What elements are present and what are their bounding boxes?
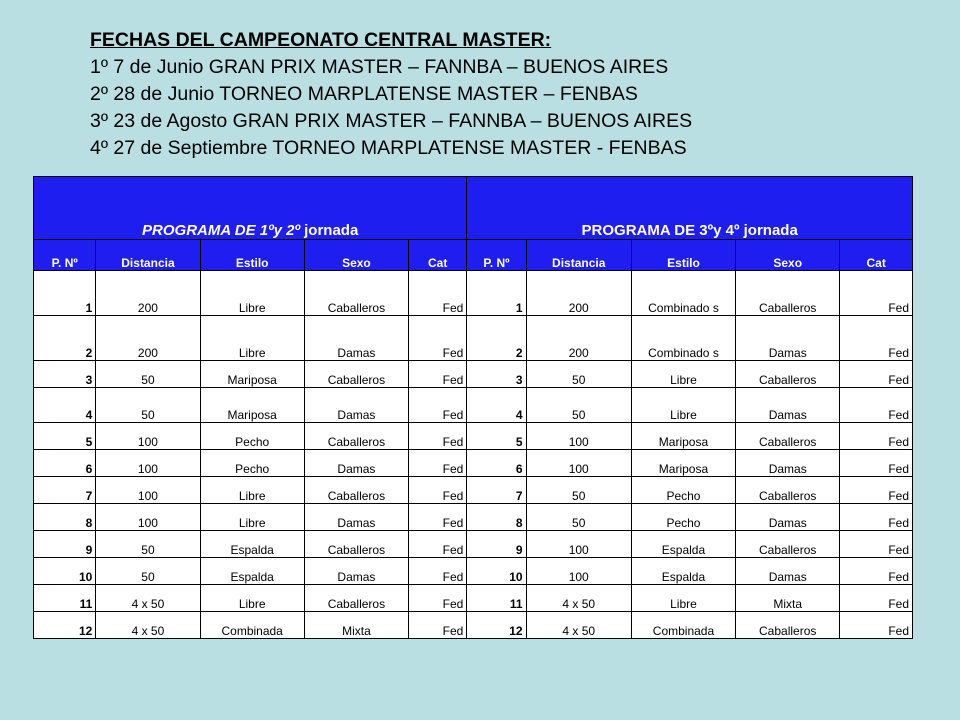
championship-dates-heading xyxy=(90,27,692,162)
cell-pn-right: 6 xyxy=(467,450,526,477)
cell-cat-right: Fed xyxy=(840,504,913,531)
cell-distancia-left: 50 xyxy=(96,388,200,423)
cell-estilo-left: Pecho xyxy=(200,423,304,450)
cell-sexo-left: Mixta xyxy=(304,612,408,639)
cell-sexo-left: Damas xyxy=(304,450,408,477)
cell-estilo-left: Pecho xyxy=(200,450,304,477)
cell-sexo-right: Caballeros xyxy=(736,477,840,504)
cell-estilo-right: Mariposa xyxy=(631,450,735,477)
program-left-header-rest: jornada xyxy=(299,222,359,239)
col-header-cat-left: Cat xyxy=(409,240,467,271)
cell-pn-right: 3 xyxy=(467,361,526,388)
table-row xyxy=(34,585,913,612)
program-table xyxy=(33,176,913,639)
cell-estilo-right: Mariposa xyxy=(631,423,735,450)
cell-estilo-right: Pecho xyxy=(631,504,735,531)
cell-estilo-left: Mariposa xyxy=(200,388,304,423)
cell-distancia-left: 100 xyxy=(96,423,200,450)
date-line-3: 3º 23 de Agosto GRAN PRIX MASTER – FANNBA – BUENOS AIRES xyxy=(90,110,693,132)
cell-cat-left: Fed xyxy=(409,423,467,450)
cell-distancia-right: 100 xyxy=(526,531,631,558)
cell-distancia-left: 4 x 50 xyxy=(96,585,200,612)
cell-cat-left: Fed xyxy=(409,504,467,531)
cell-pn-right: 10 xyxy=(467,558,526,585)
cell-pn-right: 1 xyxy=(467,271,526,316)
cell-pn-left: 10 xyxy=(34,558,96,585)
table-row xyxy=(34,388,913,423)
cell-cat-right: Fed xyxy=(840,423,913,450)
cell-estilo-right: Combinado s xyxy=(631,271,735,316)
cell-cat-left: Fed xyxy=(409,388,467,423)
cell-distancia-left: 4 x 50 xyxy=(96,612,200,639)
cell-cat-right: Fed xyxy=(840,558,913,585)
program-left-header xyxy=(34,177,467,240)
table-row xyxy=(34,477,913,504)
cell-distancia-left: 50 xyxy=(96,531,200,558)
col-header-sexo-right: Sexo xyxy=(736,240,840,271)
cell-sexo-left: Caballeros xyxy=(304,477,408,504)
cell-distancia-right: 100 xyxy=(526,423,631,450)
cell-estilo-right: Espalda xyxy=(631,531,735,558)
cell-estilo-right: Combinada xyxy=(631,612,735,639)
table-row xyxy=(34,316,913,361)
cell-pn-left: 8 xyxy=(34,504,96,531)
cell-cat-right: Fed xyxy=(840,477,913,504)
column-header-row xyxy=(34,240,913,271)
cell-distancia-right: 50 xyxy=(526,504,631,531)
cell-distancia-right: 200 xyxy=(526,316,631,361)
cell-pn-right: 4 xyxy=(467,388,526,423)
cell-estilo-left: Libre xyxy=(200,585,304,612)
cell-pn-left: 4 xyxy=(34,388,96,423)
cell-sexo-right: Caballeros xyxy=(736,423,840,450)
cell-pn-right: 7 xyxy=(467,477,526,504)
cell-sexo-left: Damas xyxy=(304,504,408,531)
program-left-header-italic: PROGRAMA DE 1ºy 2º xyxy=(142,222,300,239)
col-header-pn-left: P. Nº xyxy=(34,240,96,271)
cell-pn-right: 5 xyxy=(467,423,526,450)
cell-sexo-left: Caballeros xyxy=(304,531,408,558)
cell-sexo-right: Caballeros xyxy=(736,612,840,639)
cell-estilo-right: Espalda xyxy=(631,558,735,585)
cell-distancia-left: 50 xyxy=(96,361,200,388)
date-line-1: 1º 7 de Junio GRAN PRIX MASTER – FANNBA – BUENOS AIRES xyxy=(90,56,669,78)
cell-cat-left: Fed xyxy=(409,477,467,504)
cell-distancia-right: 50 xyxy=(526,361,631,388)
cell-pn-left: 3 xyxy=(34,361,96,388)
cell-cat-left: Fed xyxy=(409,316,467,361)
cell-sexo-right: Damas xyxy=(736,450,840,477)
cell-pn-left: 12 xyxy=(34,612,96,639)
cell-cat-right: Fed xyxy=(840,361,913,388)
cell-estilo-right: Libre xyxy=(631,585,735,612)
cell-sexo-right: Caballeros xyxy=(736,271,840,316)
cell-sexo-right: Damas xyxy=(736,504,840,531)
col-header-estilo-left: Estilo xyxy=(200,240,304,271)
cell-cat-left: Fed xyxy=(409,585,467,612)
heading-title: FECHAS DEL CAMPEONATO CENTRAL MASTER: xyxy=(90,29,552,51)
cell-pn-right: 8 xyxy=(467,504,526,531)
cell-pn-left: 6 xyxy=(34,450,96,477)
cell-distancia-right: 100 xyxy=(526,450,631,477)
table-row xyxy=(34,450,913,477)
cell-distancia-left: 50 xyxy=(96,558,200,585)
cell-estilo-right: Combinado s xyxy=(631,316,735,361)
cell-distancia-left: 200 xyxy=(96,271,200,316)
cell-pn-right: 11 xyxy=(467,585,526,612)
cell-pn-left: 9 xyxy=(34,531,96,558)
table-row xyxy=(34,271,913,316)
cell-estilo-right: Pecho xyxy=(631,477,735,504)
col-header-cat-right: Cat xyxy=(840,240,913,271)
table-row xyxy=(34,361,913,388)
cell-sexo-right: Damas xyxy=(736,316,840,361)
cell-pn-right: 9 xyxy=(467,531,526,558)
cell-sexo-left: Caballeros xyxy=(304,361,408,388)
cell-estilo-left: Espalda xyxy=(200,531,304,558)
table-row xyxy=(34,423,913,450)
cell-distancia-left: 200 xyxy=(96,316,200,361)
cell-sexo-left: Damas xyxy=(304,388,408,423)
cell-pn-left: 1 xyxy=(34,271,96,316)
cell-sexo-right: Mixta xyxy=(736,585,840,612)
cell-distancia-right: 50 xyxy=(526,477,631,504)
date-line-4: 4º 27 de Septiembre TORNEO MARPLATENSE MASTER - FENBAS xyxy=(90,137,687,159)
cell-sexo-left: Caballeros xyxy=(304,585,408,612)
cell-estilo-right: Libre xyxy=(631,361,735,388)
cell-cat-left: Fed xyxy=(409,271,467,316)
cell-sexo-left: Damas xyxy=(304,558,408,585)
cell-cat-right: Fed xyxy=(840,271,913,316)
cell-pn-right: 12 xyxy=(467,612,526,639)
cell-cat-right: Fed xyxy=(840,585,913,612)
col-header-sexo-left: Sexo xyxy=(304,240,408,271)
cell-cat-left: Fed xyxy=(409,612,467,639)
date-line-2: 2º 28 de Junio TORNEO MARPLATENSE MASTER – FENBAS xyxy=(90,83,638,105)
cell-cat-right: Fed xyxy=(840,316,913,361)
table-row xyxy=(34,531,913,558)
cell-pn-left: 7 xyxy=(34,477,96,504)
cell-cat-left: Fed xyxy=(409,450,467,477)
cell-sexo-right: Damas xyxy=(736,388,840,423)
cell-estilo-left: Combinada xyxy=(200,612,304,639)
col-header-pn-right: P. Nº xyxy=(467,240,526,271)
cell-estilo-right: Libre xyxy=(631,388,735,423)
col-header-estilo-right: Estilo xyxy=(631,240,735,271)
cell-distancia-right: 100 xyxy=(526,558,631,585)
cell-distancia-right: 200 xyxy=(526,271,631,316)
cell-pn-right: 2 xyxy=(467,316,526,361)
cell-distancia-left: 100 xyxy=(96,504,200,531)
cell-cat-left: Fed xyxy=(409,558,467,585)
cell-cat-left: Fed xyxy=(409,361,467,388)
cell-sexo-left: Caballeros xyxy=(304,271,408,316)
cell-sexo-right: Caballeros xyxy=(736,361,840,388)
table-row xyxy=(34,612,913,639)
cell-distancia-right: 4 x 50 xyxy=(526,585,631,612)
cell-pn-left: 11 xyxy=(34,585,96,612)
cell-pn-left: 2 xyxy=(34,316,96,361)
col-header-distancia-left: Distancia xyxy=(96,240,200,271)
cell-sexo-right: Caballeros xyxy=(736,531,840,558)
cell-estilo-left: Espalda xyxy=(200,558,304,585)
cell-estilo-left: Libre xyxy=(200,477,304,504)
cell-cat-right: Fed xyxy=(840,388,913,423)
cell-estilo-left: Libre xyxy=(200,271,304,316)
cell-distancia-right: 50 xyxy=(526,388,631,423)
cell-cat-left: Fed xyxy=(409,531,467,558)
cell-estilo-left: Libre xyxy=(200,504,304,531)
cell-distancia-right: 4 x 50 xyxy=(526,612,631,639)
cell-sexo-right: Damas xyxy=(736,558,840,585)
table-row xyxy=(34,504,913,531)
cell-cat-right: Fed xyxy=(840,450,913,477)
cell-cat-right: Fed xyxy=(840,612,913,639)
cell-estilo-left: Libre xyxy=(200,316,304,361)
program-right-header: PROGRAMA DE 3ºy 4º jornada xyxy=(467,177,913,240)
cell-estilo-left: Mariposa xyxy=(200,361,304,388)
cell-cat-right: Fed xyxy=(840,531,913,558)
cell-pn-left: 5 xyxy=(34,423,96,450)
table-row xyxy=(34,558,913,585)
col-header-distancia-right: Distancia xyxy=(526,240,631,271)
cell-distancia-left: 100 xyxy=(96,450,200,477)
cell-distancia-left: 100 xyxy=(96,477,200,504)
cell-sexo-left: Caballeros xyxy=(304,423,408,450)
cell-sexo-left: Damas xyxy=(304,316,408,361)
